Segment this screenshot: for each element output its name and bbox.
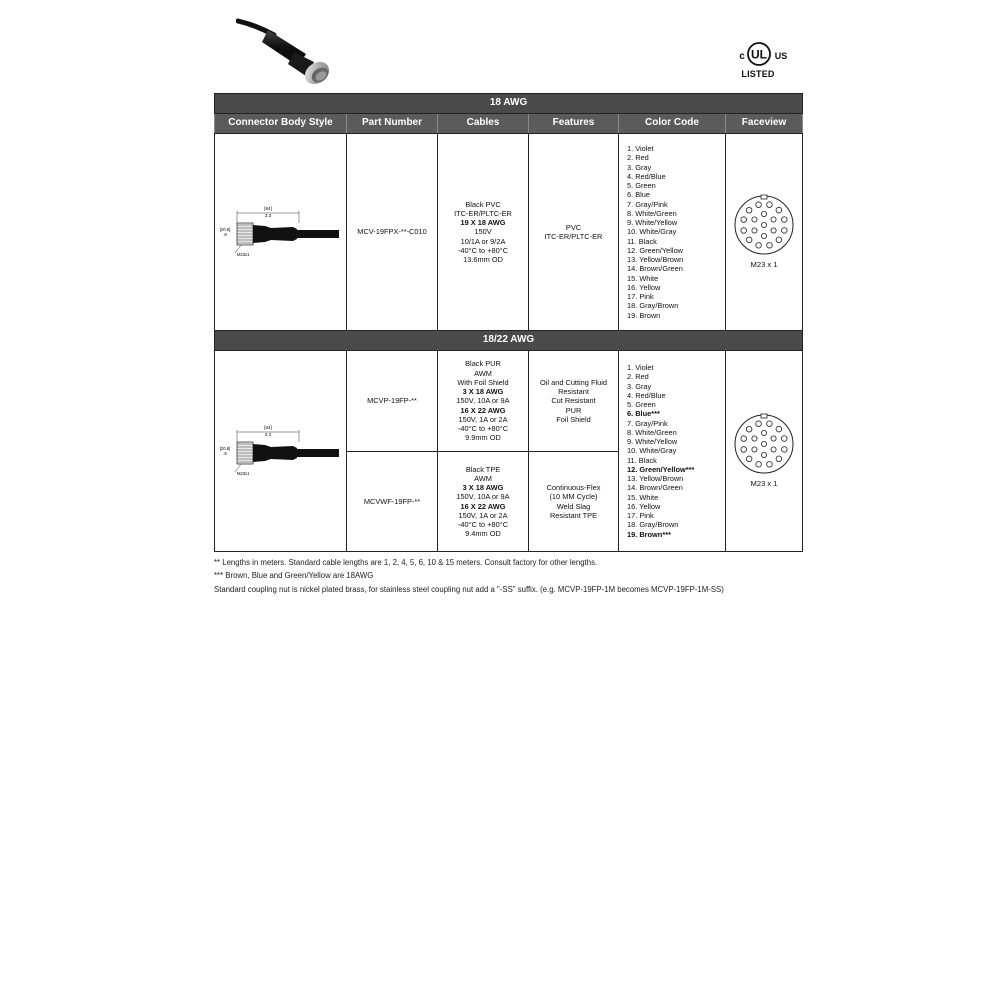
list-item: ITC-ER/PLTC-ER [544, 232, 603, 241]
list-item: AWM [474, 368, 492, 378]
color-code-list [619, 134, 726, 331]
list-item: 17. Pink [627, 511, 654, 521]
list-item: 9.4mm OD [465, 529, 501, 539]
list-item: 8. White/Green [627, 427, 677, 437]
list-item: 13. Yellow/Brown [627, 474, 684, 484]
svg-text:M23x1: M23x1 [236, 470, 250, 476]
features [529, 351, 619, 452]
list-item: -40°C to +80°C [457, 245, 509, 255]
part-number: MCVP-19FP-** [347, 351, 438, 452]
color-code-list [619, 351, 726, 552]
list-item: 6. Blue [627, 190, 651, 200]
part-number: MCVWF-19FP-** [347, 452, 438, 552]
list-item: 19 X 18 AWG [460, 218, 506, 228]
list-item: 10. White/Gray [627, 446, 677, 456]
list-item: 150V, 10A or 9A [456, 396, 510, 406]
list-item: 12. Green/Yellow*** [627, 464, 695, 474]
svg-text:[20.6]: [20.6] [219, 445, 230, 451]
list-item: 2. Red [627, 372, 649, 382]
list-item: 16 X 22 AWG [460, 405, 506, 415]
list-item: 9. White/Yellow [627, 218, 678, 228]
footnotes [214, 559, 854, 599]
svg-text:[84]: [84] [263, 424, 272, 430]
faceview-cell [726, 351, 803, 552]
faceview-label: M23 x 1 [750, 479, 778, 489]
svg-text:[20.6]: [20.6] [219, 226, 230, 232]
list-item: 3. Gray [627, 162, 652, 172]
list-item: 2. Red [627, 153, 649, 163]
list-item: 6. Blue*** [627, 409, 660, 419]
svg-text:[84]: [84] [263, 205, 272, 211]
table-row [215, 351, 803, 452]
list-item: PVC [565, 222, 582, 232]
list-item: 1. Violet [627, 144, 654, 154]
faceview-cell [726, 134, 803, 331]
list-item: -40°C to +80°C [457, 520, 509, 529]
section-title: 18 AWG [215, 94, 803, 114]
list-item: Black TPE [465, 464, 501, 474]
header-faceview: Faceview [726, 114, 803, 134]
cable-spec [438, 452, 529, 552]
list-item: -40°C to +80°C [457, 424, 509, 434]
list-item: 14. Brown/Green [627, 264, 683, 274]
list-item: AWM [474, 473, 492, 483]
list-item: Black PUR [465, 359, 501, 369]
list-item: 3 X 18 AWG [462, 387, 504, 397]
connector-drawing-cell [215, 134, 347, 331]
svg-text:US: US [774, 51, 788, 61]
list-item: 17. Pink [627, 292, 654, 302]
list-item: Weld Slag [556, 501, 591, 511]
list-item: 13.6mm OD [463, 255, 503, 265]
list-item: With Foil Shield [457, 377, 509, 387]
list-item: Resistant TPE [549, 510, 598, 520]
footnote: Standard coupling nut is nickel plated brass, for stainless steel coupling nut add a "-SS" suffix. (e.g. MCVP-19FP-1M becomes MCVP-19FP-1M-SS) [214, 584, 724, 594]
cable-spec [438, 351, 529, 452]
list-item: 150V, 1A or 2A [458, 414, 508, 424]
list-item: 10/1A or 9/2A [460, 236, 506, 246]
list-item: 9. White/Yellow [627, 437, 678, 447]
section-title: 18/22 AWG [215, 331, 803, 351]
list-item: 18. Gray/Brown [627, 520, 679, 530]
list-item: 11. Black [627, 236, 657, 246]
list-item: ITC-ER/PLTC-ER [454, 208, 512, 218]
cable-spec [438, 134, 529, 331]
list-item: 19. Brown*** [627, 529, 671, 539]
list-item: 150V [474, 227, 492, 237]
header-connector-body-style: Connector Body Style [215, 114, 347, 134]
svg-text:.8: .8 [222, 231, 227, 237]
header-part-number: Part Number [347, 114, 438, 134]
list-item: (10 MM Cycle) [549, 492, 598, 502]
list-item: 4. Red/Blue [627, 171, 666, 181]
svg-text:M23x1: M23x1 [236, 251, 250, 257]
list-item: 9.9mm OD [465, 433, 501, 443]
features [529, 134, 619, 331]
list-item: Black PVC [465, 199, 501, 209]
list-item: 7. Gray/Pink [627, 418, 668, 428]
pin-faceview-diagram [733, 413, 795, 475]
ul-listed-label: LISTED [741, 69, 775, 79]
list-item: 7. Gray/Pink [627, 199, 668, 209]
column-header-row [215, 114, 803, 134]
list-item: 16. Yellow [627, 282, 661, 292]
list-item: 5. Green [627, 181, 656, 191]
list-item: 3 X 18 AWG [462, 483, 504, 492]
list-item: Resistant [558, 387, 589, 397]
list-item: 11. Black [627, 455, 657, 465]
header-features: Features [529, 114, 619, 134]
list-item: Cut Resistant [551, 396, 596, 406]
list-item: 14. Brown/Green [627, 483, 683, 493]
header-cables: Cables [438, 114, 529, 134]
list-item: 10. White/Gray [627, 227, 677, 237]
footnote: *** Brown, Blue and Green/Yellow are 18AWG [214, 571, 374, 581]
connector-drawing-cell [215, 351, 347, 552]
footnote: ** Lengths in meters. Standard cable lengths are 1, 2, 4, 5, 6, 10 & 15 meters. Consult factory for other lengths. [214, 558, 598, 567]
list-item: 16 X 22 AWG [460, 501, 506, 511]
list-item: 12. Green/Yellow [627, 245, 684, 255]
faceview-label: M23 x 1 [750, 260, 778, 270]
list-item: 5. Green [627, 400, 656, 410]
part-number: MCV-19FPX-**-C010 [347, 134, 438, 331]
list-item: 16. Yellow [627, 501, 661, 511]
table-row [215, 134, 803, 331]
connector-drawing [219, 420, 343, 480]
svg-text:3.3: 3.3 [264, 431, 271, 437]
list-item: Oil and Cutting Fluid [540, 377, 607, 387]
list-item: 150V, 1A or 2A [458, 510, 508, 520]
features [529, 452, 619, 552]
list-item: 8. White/Green [627, 208, 677, 218]
list-item: 3. Gray [627, 381, 652, 391]
svg-text:3.3: 3.3 [264, 212, 271, 218]
list-item: 4. Red/Blue [627, 390, 666, 400]
pin-faceview-diagram [733, 194, 795, 256]
list-item: Continuous-Flex [546, 483, 601, 492]
section-header-18-22awg [215, 331, 803, 351]
svg-text:.8: .8 [222, 450, 227, 456]
connector-drawing [219, 201, 343, 261]
list-item: 1. Violet [627, 363, 654, 373]
list-item: 150V, 10A or 9A [456, 492, 510, 502]
product-photo [236, 18, 356, 84]
specification-table [214, 93, 803, 552]
list-item: 18. Gray/Brown [627, 301, 679, 311]
svg-text:c: c [739, 51, 745, 62]
svg-text:UL: UL [751, 47, 767, 62]
list-item: 15. White [627, 492, 659, 502]
list-item: 13. Yellow/Brown [627, 255, 684, 265]
list-item: Foil Shield [556, 414, 591, 424]
section-header-18awg [215, 94, 803, 114]
list-item: 19. Brown [627, 310, 661, 320]
list-item: 15. White [627, 273, 659, 283]
list-item: PUR [565, 405, 582, 415]
header-color-code: Color Code [619, 114, 726, 134]
